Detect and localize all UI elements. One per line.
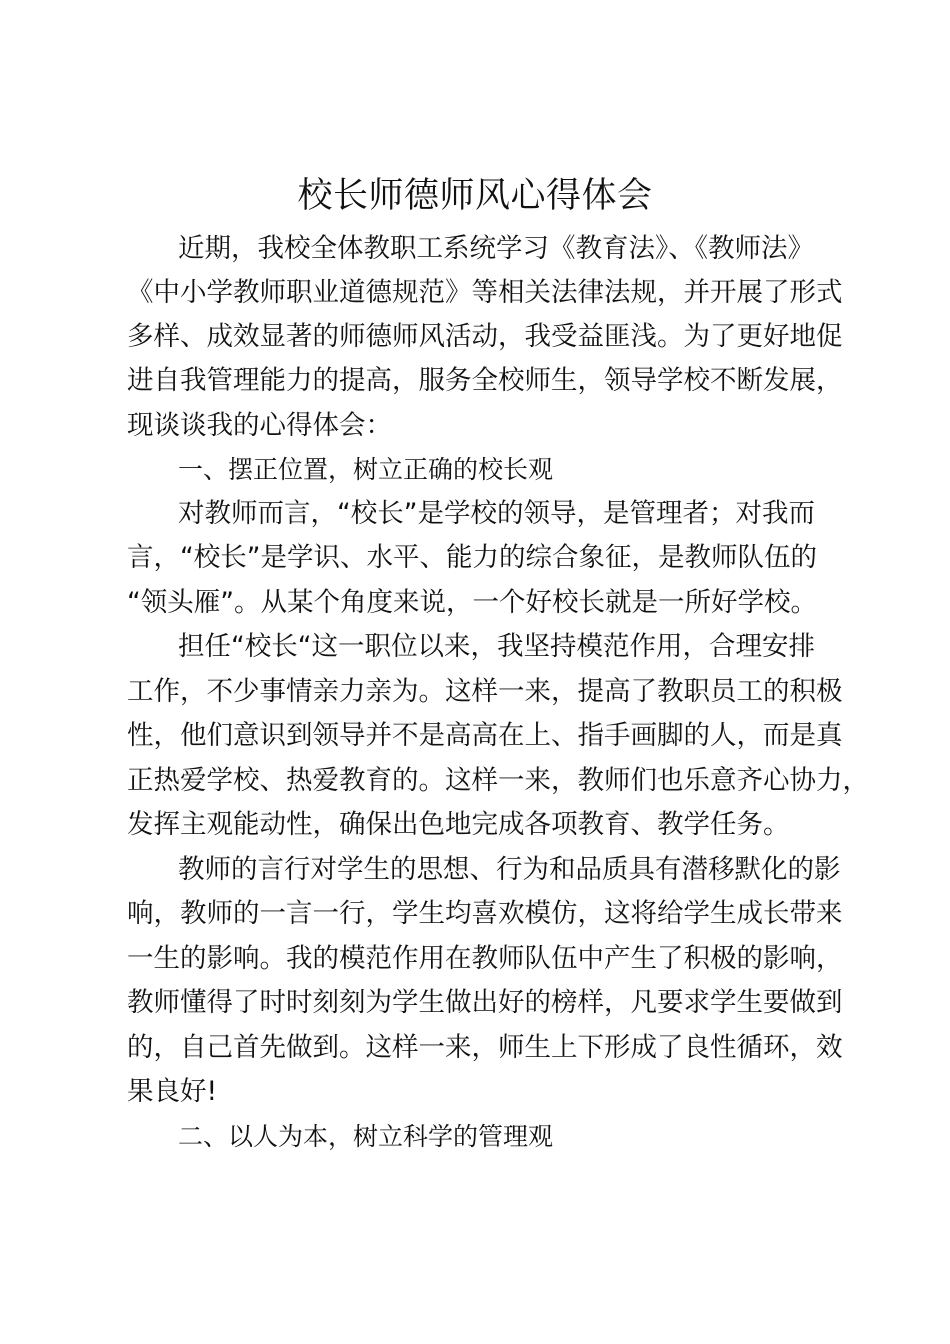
section-heading: 一、摆正位置，树立正确的校长观 xyxy=(178,455,554,484)
paragraph-line: 近期，我校全体教职工系统学习《教育法》、《教师法》 xyxy=(178,233,814,264)
paragraph-line: 言，“校长”是学识、水平、能力的综合象征，是教师队伍的 xyxy=(127,542,817,573)
paragraph-line: 果良好! xyxy=(127,1076,218,1107)
paragraph-line: 一生的影响。我的模范作用在教师队伍中产生了积极的影响， xyxy=(127,943,843,974)
paragraph-line: 进自我管理能力的提高，服务全校师生，领导学校不断发展， xyxy=(127,365,843,396)
page-title: 校长师德师风心得体会 xyxy=(297,176,653,216)
paragraph-line: 现谈谈我的心得体会： xyxy=(127,410,392,441)
paragraph-line: “领头雁”。从某个角度来说，一个好校长就是一所好学校。 xyxy=(127,587,817,618)
paragraph-line: 教师懂得了时时刻刻为学生做出好的榜样，凡要求学生要做到 xyxy=(127,987,843,1018)
section-heading: 二、以人为本，树立科学的管理观 xyxy=(178,1122,554,1151)
paragraph-line: 正热爱学校、热爱教育的。这样一来，教师们也乐意齐心协力， xyxy=(127,765,869,796)
paragraph-line: 的，自己首先做到。这样一来，师生上下形成了良性循环，效 xyxy=(127,1032,843,1063)
paragraph-line: 工作，不少事情亲力亲为。这样一来，提高了教职员工的积极 xyxy=(127,676,843,707)
paragraph-line: 响，教师的一言一行，学生均喜欢模仿，这将给学生成长带来 xyxy=(127,898,843,929)
paragraph-line: 担任“校长“这一职位以来，我坚持模范作用，合理安排 xyxy=(178,631,815,662)
paragraph-line: 对教师而言，“校长”是学校的领导，是管理者；对我而 xyxy=(178,498,815,529)
paragraph-line: 多样、成效显著的师德师风活动，我受益匪浅。为了更好地促 xyxy=(127,321,843,352)
paragraph-line: 《中小学教师职业道德规范》等相关法律法规，并开展了形式 xyxy=(127,277,843,308)
paragraph-line: 发挥主观能动性，确保出色地完成各项教育、教学任务。 xyxy=(127,809,790,840)
paragraph-line: 性，他们意识到领导并不是高高在上、指手画脚的人，而是真 xyxy=(127,720,843,751)
paragraph-line: 教师的言行对学生的思想、行为和品质具有潜移默化的影 xyxy=(178,854,841,885)
